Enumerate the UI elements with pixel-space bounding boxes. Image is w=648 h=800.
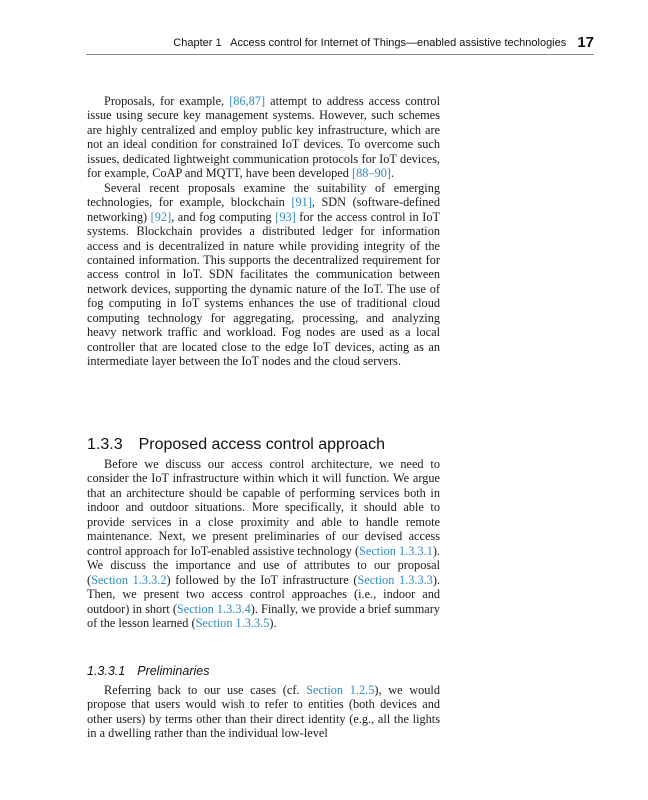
xref-section-1-3-3-2[interactable]: Section 1.3.3.2: [91, 572, 167, 587]
subsection-number: 1.3.3.1: [87, 664, 126, 678]
citation-88-90[interactable]: [88–90]: [352, 166, 391, 181]
citation-92[interactable]: [92]: [150, 209, 172, 224]
section-text-block: [87, 457, 440, 630]
running-head: [86, 34, 594, 51]
section-title: Proposed access control approach: [138, 436, 385, 453]
xref-section-1-3-3-3[interactable]: Section 1.3.3.3: [357, 572, 433, 587]
subsection-title: Preliminaries: [137, 664, 210, 678]
subsection-heading: [87, 664, 209, 678]
xref-section-1-3-3-4[interactable]: Section 1.3.3.4: [176, 601, 251, 616]
section-number: 1.3.3: [87, 436, 123, 453]
header-rule: [86, 54, 594, 55]
citation-91[interactable]: [91]: [291, 195, 312, 210]
paragraph-use-cases: Referring back to our use cases (cf. Section 1.2.5), we would propose that users would wish to refer to entities (both devices and other users) by terms other than their direct identity (e.g., all the lights in a dwelling rather than the individual low-level: [87, 683, 440, 741]
intro-text-block: [87, 94, 440, 369]
paragraph-proposals: Proposals, for example, [86,87] attempt to address access control issue using secure key management systems. However, such schemes are highly centralized and employ public key infrastructure, which are not an ideal condition for constrained IoT devices. To overcome such issues, dedicated lightweight communication protocols for IoT devices, for example, CoAP and MQTT, have been developed [88–90].: [87, 94, 440, 181]
chapter-title: Access control for Internet of Things—enabled assistive technologies: [230, 37, 567, 49]
citation-93[interactable]: [93]: [275, 209, 296, 224]
page-number: 17: [577, 34, 594, 51]
preliminaries-text-block: [87, 683, 440, 741]
paragraph-architecture: Before we discuss our access control architecture, we need to consider the IoT infrastructure within which it will function. We argue that an architecture should be capable of performing services both in indoor and outdoor situations. More specifically, it should able to provide services in a close proximity and able to handle remote maintenance. Next, we present preliminaries of our devised access control approach for IoT-enabled assistive technology (Section 1.3.3.1). We discuss the importance and use of attributes to our proposal (Section 1.3.3.2) followed by the IoT infrastructure (Section 1.3.3.3). Then, we present two access control approaches (i.e., indoor and outdoor) in short (Section 1.3.3.4). Finally, we provide a brief summary of the lesson learned (Section 1.3.3.5).: [87, 457, 441, 630]
paragraph-recent-proposals: Several recent proposals examine the suitability of emerging technologies, for example, blockchain [91], SDN (software-defined networking) [92], and fog computing [93] for the access control in IoT systems. Blockchain provides a distributed ledger for information access and is decentralized in nature while providing integrity of the contained information. This supports the decentralized requirement for access control in IoT. SDN facilitates the communication between network devices, supporting the dynamic nature of the IoT. The use of fog computing in IoT systems enhances the use of traditional cloud computing technology for aggregating, processing, and analyzing heavy network traffic and workload. Fog nodes are used as a local controller that are located close to the edge IoT devices, acting as an intermediate layer between the IoT nodes and the cloud servers.: [87, 180, 440, 369]
xref-section-1-3-3-1[interactable]: Section 1.3.3.1: [359, 543, 433, 558]
section-heading: [87, 436, 385, 454]
xref-section-1-2-5[interactable]: Section 1.2.5: [306, 683, 375, 697]
citation-86-87[interactable]: [86,87]: [229, 94, 266, 108]
chapter-label: Chapter 1: [173, 37, 222, 49]
xref-section-1-3-3-5[interactable]: Section 1.3.3.5: [195, 615, 270, 630]
